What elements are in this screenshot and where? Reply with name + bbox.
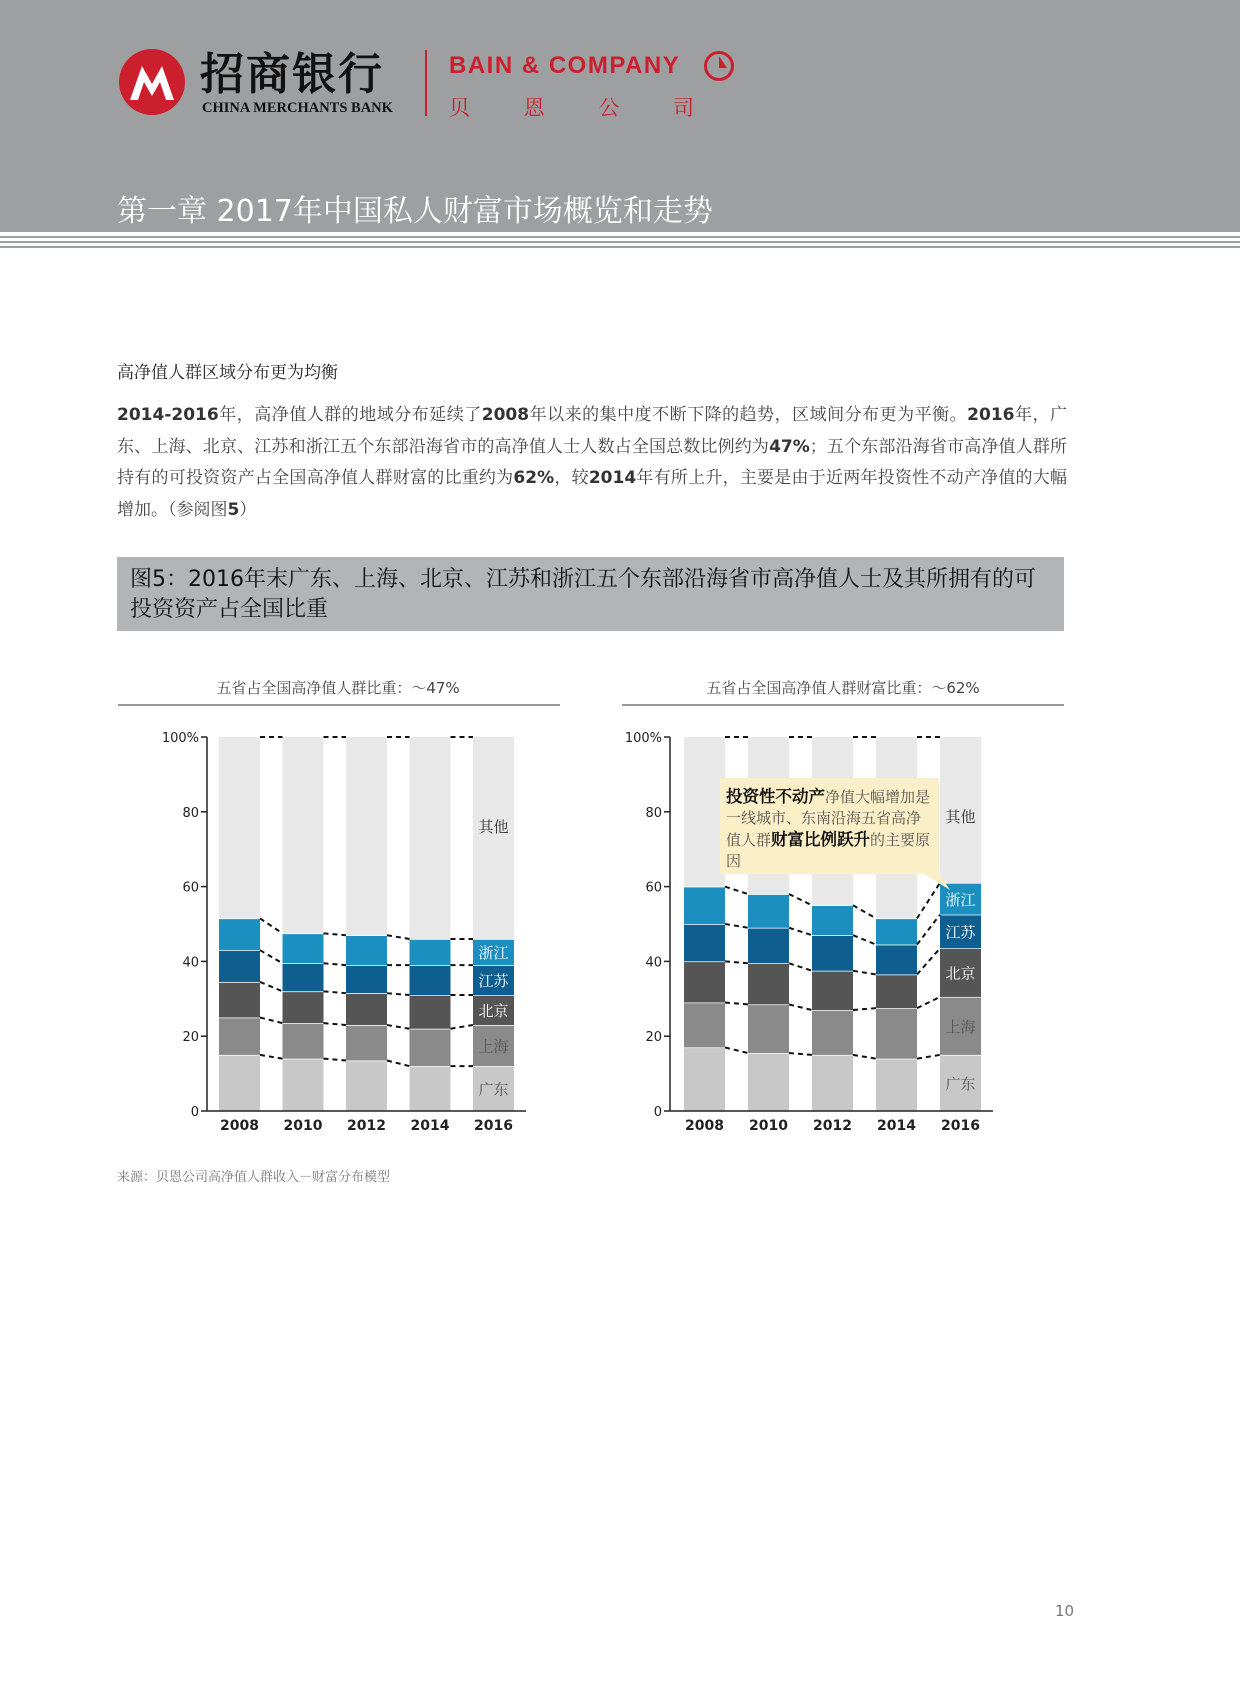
y-tick-label: 20	[645, 1030, 662, 1046]
connector-line	[260, 918, 283, 933]
bar-segment-江苏-2010	[283, 963, 324, 991]
connector-line	[853, 971, 876, 975]
bar-segment-上海-2008	[219, 1018, 260, 1055]
bar-segment-北京-2012	[346, 993, 387, 1025]
series-label-北京: 北京	[945, 964, 976, 983]
connector-line	[324, 1023, 347, 1025]
bar-segment-广东-2014	[410, 1066, 451, 1111]
connector-line	[324, 1059, 347, 1061]
bar-segment-上海-2010	[283, 1023, 324, 1059]
para-num: 2016	[967, 405, 1015, 425]
bain-cn-char: 恩	[523, 96, 545, 120]
y-tick-label: 0	[190, 1105, 199, 1120]
bar-segment-上海-2014	[876, 1008, 917, 1058]
bar-segment-江苏-2014	[410, 965, 451, 995]
connector-line	[853, 935, 876, 944]
annotation-callout	[720, 778, 939, 874]
para-text: 年有所上升，主要是由于近两年投资性不动产净值的大幅增加。（参阅图	[117, 468, 1068, 520]
connector-line	[853, 905, 876, 918]
series-label-江苏: 江苏	[945, 923, 976, 942]
connector-line	[725, 1003, 748, 1005]
connector-line	[260, 1055, 283, 1059]
para-num: 5	[227, 499, 240, 520]
x-tick-label: 2008	[220, 1118, 259, 1134]
connector-line	[387, 1025, 410, 1029]
y-tick-label: 80	[645, 805, 662, 821]
connector-line	[725, 924, 748, 928]
x-tick-label: 2012	[347, 1118, 386, 1134]
para-num: 2014-2016	[117, 405, 219, 425]
bar-segment-其他-2008	[684, 737, 725, 887]
y-tick-label: 0	[653, 1105, 662, 1120]
bar-segment-浙江-2014	[410, 939, 451, 965]
bar-segment-上海-2010	[748, 1004, 789, 1053]
series-label-其他: 其他	[478, 818, 509, 836]
y-tick-label: 100%	[161, 731, 199, 746]
series-label-江苏: 江苏	[478, 972, 509, 991]
y-tick-label: 40	[182, 955, 199, 971]
connector-line	[789, 963, 812, 970]
connector-line	[789, 1004, 812, 1010]
bar-segment-上海-2012	[812, 1010, 853, 1055]
connector-line	[725, 1047, 748, 1053]
connector-line	[260, 982, 283, 991]
para-num: 2014	[588, 468, 637, 488]
bar-segment-北京-2014	[876, 974, 917, 1008]
bar-segment-上海-2008	[684, 1003, 725, 1048]
bar-segment-北京-2008	[219, 982, 260, 1018]
figure-title: 图5：2016年末广东、上海、北京、江苏和浙江五个东部沿海省市高净值人士及其所拥有的可投资资产占全国比重	[130, 567, 1036, 622]
bar-segment-浙江-2008	[219, 918, 260, 950]
bar-segment-北京-2008	[684, 961, 725, 1002]
connector-line	[917, 1055, 940, 1059]
callout-text: 的主要原因	[726, 831, 931, 870]
callout-text: 净值大幅增加是一线城市、东南沿海五省高净值人群	[726, 788, 931, 849]
connector-line	[789, 928, 812, 935]
connector-line	[853, 1055, 876, 1059]
bar-segment-广东-2012	[346, 1061, 387, 1111]
bar-segment-其他-2012	[346, 737, 387, 935]
para-text: 年，广东、上海、北京、江苏和浙江五个东部沿海省市的高净值人士人数占全国总数比例约为	[117, 405, 1068, 457]
series-label-广东: 广东	[945, 1074, 976, 1093]
cmb-name-en: CHINA MERCHANTS BANK	[202, 100, 393, 116]
series-label-其他: 其他	[945, 808, 976, 826]
bar-segment-江苏-2008	[219, 950, 260, 982]
bar-segment-广东-2010	[283, 1059, 324, 1111]
bar-segment-江苏-2010	[748, 928, 789, 964]
source-note: 来源：贝恩公司高净值人群收入－财富分布模型	[117, 1170, 391, 1185]
y-tick-label: 20	[182, 1030, 199, 1046]
y-tick-label: 60	[182, 880, 199, 896]
connector-line	[324, 963, 347, 965]
bar-segment-广东-2008	[219, 1055, 260, 1111]
bain-cn-char: 公	[598, 96, 620, 120]
x-tick-label: 2012	[813, 1118, 852, 1134]
connector-line	[853, 1008, 876, 1010]
connector-line	[789, 1053, 812, 1055]
connector-line	[387, 1061, 410, 1067]
bar-segment-其他-2010	[283, 737, 324, 933]
bar-segment-北京-2010	[283, 991, 324, 1023]
para-text: ）	[239, 499, 257, 520]
callout-bold: 财富比例跃升	[771, 830, 871, 849]
connector-line	[917, 997, 940, 1008]
connector-line	[725, 961, 748, 963]
connector-line	[324, 991, 347, 993]
x-tick-label: 2008	[685, 1118, 724, 1134]
bar-segment-浙江-2010	[283, 933, 324, 963]
bar-segment-其他-2008	[219, 737, 260, 918]
y-tick-label: 100%	[624, 731, 662, 746]
callout-bold: 投资性不动产	[726, 787, 825, 806]
para-text: 年，高净值人群的地域分布延续了	[218, 405, 482, 425]
chapter-title: 第一章 2017年中国私人财富市场概览和走势	[117, 194, 713, 229]
bain-cn-char: 贝	[449, 96, 470, 120]
connector-line	[917, 915, 940, 945]
bar-segment-北京-2014	[410, 995, 451, 1029]
y-tick-label: 40	[645, 955, 662, 971]
bar-segment-广东-2010	[748, 1053, 789, 1111]
bar-segment-广东-2008	[684, 1047, 725, 1111]
bain-cn-char: 司	[672, 96, 694, 120]
chart-title: 五省占全国高净值人群比重：～47%	[216, 679, 460, 697]
series-label-广东: 广东	[478, 1080, 509, 1099]
bar-segment-江苏-2014	[876, 945, 917, 975]
para-text: ；五个东部沿海省市高净值人群所持有的可投资资产占全国高净值人群财富的比重约为	[117, 436, 1067, 488]
y-tick-label: 80	[182, 805, 199, 821]
connector-line	[387, 993, 410, 995]
connector-line	[789, 894, 812, 905]
bar-segment-江苏-2012	[346, 965, 387, 993]
series-label-浙江: 浙江	[945, 890, 976, 909]
series-label-浙江: 浙江	[478, 944, 509, 963]
para-num: 47%	[769, 436, 810, 457]
para-num: 62%	[513, 468, 555, 488]
bar-segment-其他-2016	[473, 737, 514, 939]
bar-segment-浙江-2008	[684, 887, 725, 924]
section-heading: 高净值人群区域分布更为均衡	[117, 363, 338, 383]
para-text: ，较	[554, 468, 589, 488]
bar-segment-广东-2012	[812, 1055, 853, 1111]
x-tick-label: 2010	[749, 1118, 788, 1134]
x-tick-label: 2016	[941, 1118, 980, 1134]
connector-line	[324, 933, 347, 935]
bar-segment-北京-2012	[812, 971, 853, 1010]
chart-title: 五省占全国高净值人群财富比重：～62%	[706, 679, 980, 697]
series-label-上海: 上海	[478, 1037, 509, 1056]
para-num: 2008	[481, 405, 530, 425]
bain-name-en: BAIN & COMPANY	[449, 52, 681, 79]
connector-line	[260, 1018, 283, 1024]
series-label-北京: 北京	[478, 1002, 509, 1021]
connector-line	[451, 1025, 474, 1029]
bar-segment-上海-2014	[410, 1029, 451, 1066]
x-tick-label: 2010	[283, 1118, 323, 1134]
connector-line	[917, 948, 940, 974]
connector-line	[260, 950, 283, 963]
para-text: 年以来的集中度不断下降的趋势，区域间分布更为平衡。	[529, 405, 968, 425]
bar-segment-北京-2010	[748, 963, 789, 1004]
bar-segment-浙江-2010	[748, 894, 789, 928]
bar-segment-其他-2014	[410, 737, 451, 939]
series-label-上海: 上海	[945, 1017, 976, 1036]
connector-line	[387, 935, 410, 939]
x-tick-label: 2014	[410, 1118, 450, 1134]
bar-segment-浙江-2014	[876, 918, 917, 944]
bar-segment-江苏-2008	[684, 924, 725, 961]
x-tick-label: 2014	[877, 1118, 916, 1134]
page-number: 10	[1055, 1602, 1075, 1620]
bar-segment-浙江-2012	[812, 905, 853, 935]
bar-segment-浙江-2012	[346, 935, 387, 965]
y-tick-label: 60	[645, 880, 662, 896]
cmb-name-cn: 招商银行	[200, 49, 384, 100]
connector-line	[917, 883, 940, 919]
bar-segment-广东-2014	[876, 1059, 917, 1111]
bar-segment-上海-2012	[346, 1025, 387, 1061]
connector-line	[725, 887, 748, 894]
x-tick-label: 2016	[474, 1118, 513, 1134]
bar-segment-江苏-2012	[812, 935, 853, 971]
